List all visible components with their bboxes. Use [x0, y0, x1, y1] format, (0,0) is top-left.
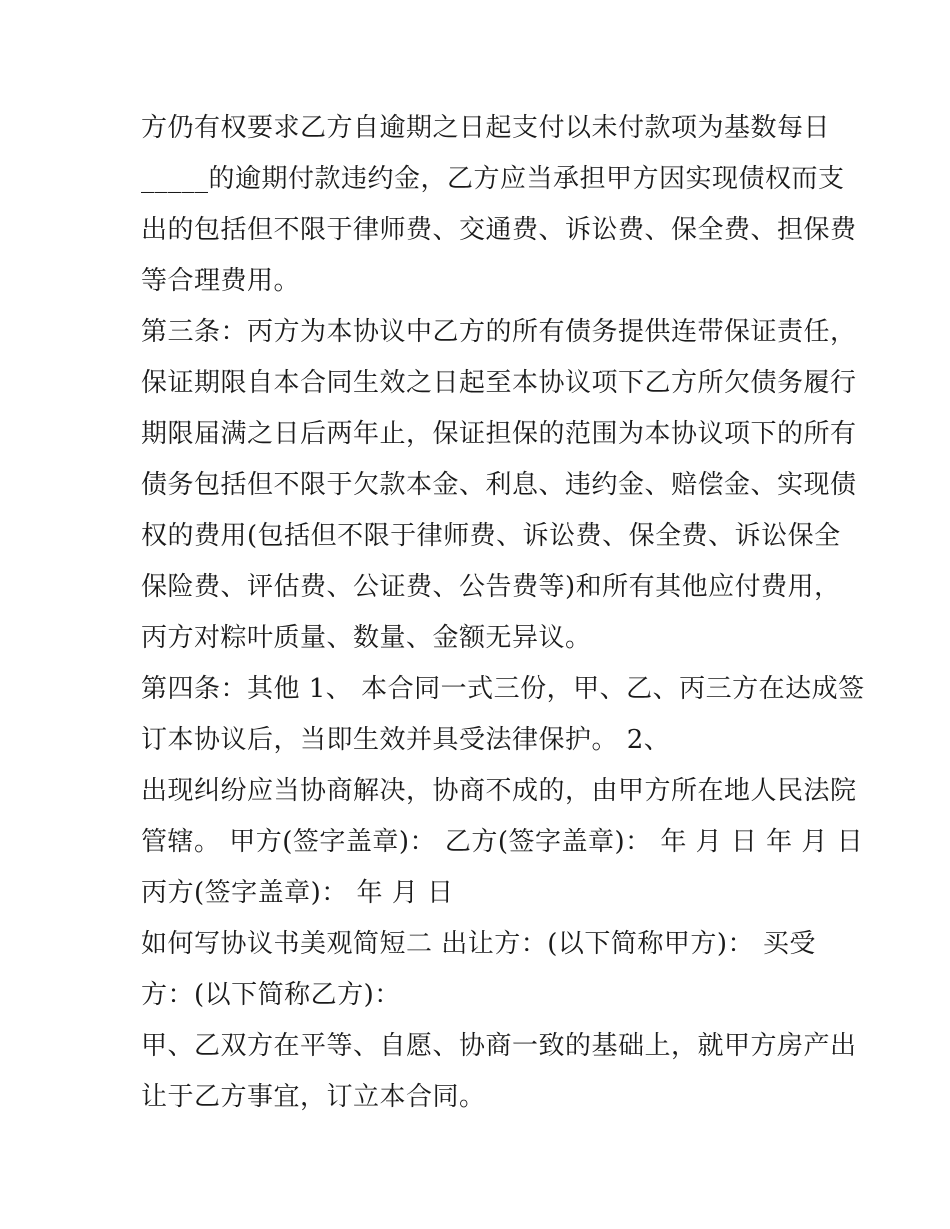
- text-line-4: 等合理费用。: [141, 266, 301, 296]
- text-line-6: 保证期限自本合同生效之日起至本协议项下乙方所欠债务履行: [141, 368, 857, 398]
- signature-line-2: 丙方(签字盖章)： 年 月 日: [141, 878, 454, 908]
- text-line-18: 方：(以下简称乙方)：: [141, 980, 401, 1010]
- text-line-10: 保险费、评估费、公证费、公告费等)和所有其他应付费用，: [141, 572, 841, 602]
- article-3-heading-line: 第三条：丙方为本协议中乙方的所有债务提供连带保证责任，: [141, 317, 857, 347]
- text-line-19: 甲、乙双方在平等、自愿、协商一致的基础上，就甲方房产出: [141, 1031, 857, 1061]
- text-line-9: 权的费用(包括但不限于律师费、诉讼费、保全费、诉讼保全: [141, 521, 841, 551]
- text-line-20: 让于乙方事宜，订立本合同。: [141, 1082, 486, 1112]
- text-line-13: 订本协议后，当即生效并具受法律保护。 2、: [141, 725, 671, 755]
- text-line-11: 丙方对粽叶质量、数量、金额无异议。: [141, 623, 592, 653]
- text-line-1: 方仍有权要求乙方自逾期之日起支付以未付款项为基数每日: [141, 113, 831, 143]
- text-line-14: 出现纠纷应当协商解决，协商不成的，由甲方所在地人民法院: [141, 776, 857, 806]
- text-line-7: 期限届满之日后两年止，保证担保的范围为本协议项下的所有: [141, 419, 857, 449]
- text-line-8: 债务包括但不限于欠款本金、利息、违约金、赔偿金、实现债: [141, 470, 857, 500]
- signature-line-1: 管辖。 甲方(签字盖章)： 乙方(签字盖章)： 年 月 日 年 月 日: [141, 827, 864, 857]
- article-4-heading-line: 第四条：其他 1、 本合同一式三份，甲、乙、丙三方在达成签: [141, 674, 865, 704]
- text-line-2: _____的逾期付款违约金，乙方应当承担甲方因实现债权而支: [141, 164, 845, 194]
- section-title-line: 如何写协议书美观简短二 出让方：(以下简称甲方)： 买受: [141, 929, 816, 959]
- text-line-3: 出的包括但不限于律师费、交通费、诉讼费、保全费、担保费: [141, 215, 857, 245]
